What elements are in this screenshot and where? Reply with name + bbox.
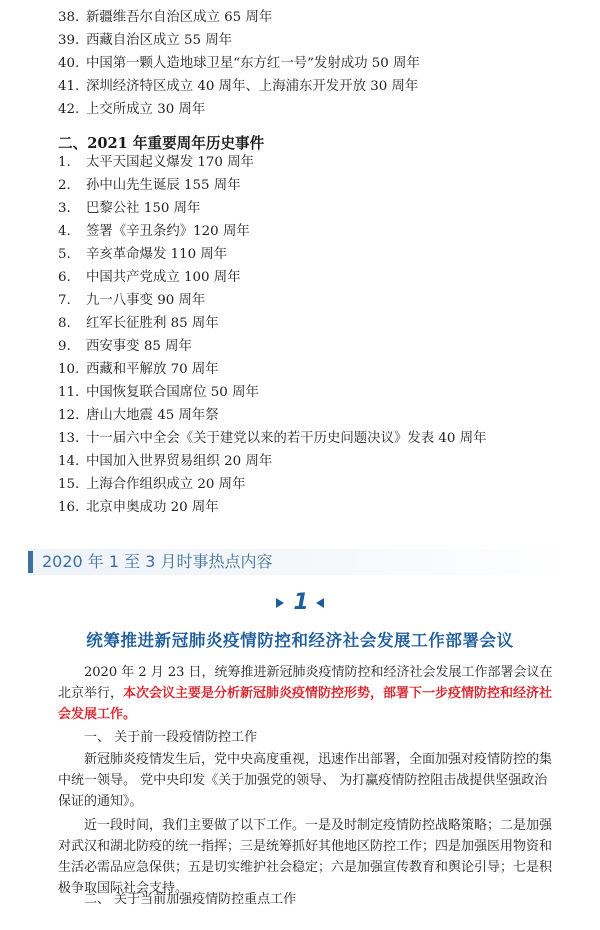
- section-title-2021: 二、2021 年重要周年历史事件: [58, 135, 265, 152]
- subheading-2: 二、 关于当前加强疫情防控重点工作: [84, 892, 297, 907]
- topic-number-badge: [0, 588, 600, 618]
- triangle-left-icon: [316, 598, 324, 608]
- topic-number: 1: [293, 590, 309, 615]
- section-band: [28, 549, 573, 575]
- band-title: 2020 年 1 至 3 月时事热点内容: [42, 552, 273, 571]
- document-page: 38. 新疆维吾尔自治区成立 65 周年 39. 西藏自治区成立 55 周年 40. 中国第一颗人造地球卫星“东方红一号”发射成功 50 周年 41. 深圳经济特区成立 40 周年、上海浦东开发开放 30 周年 42. 上交所成立 30 周年 二、2021 年重要周年历史事件 1. 太平天国起义爆发 170 周年 2. 孙中山先生诞辰 155 周年 3. 巴黎公社 150 周年 4. 签署《辛丑条约》120 周年 5. 辛亥革命爆发 110 周年 6. 中国共产党成立 100 周年 7. 九一八事变 90 周年 8. 红军长征胜利 85 周年 9. 西安事变 85 周年 10. 西藏和平解放 70 周年 11. 中国恢复联合国席位 50 周年 12. 唐山大地震 45 周年祭 13. 十一届六中全会《关于建党以来的若干历史问题决议》发表 40 周年 14. 中国加入世界贸易组织 20 周年 15. 上海合作组织成立 20 周年 16. 北京申奥成功 20 周年 2020 年 1 至 3 月时事热点内容 1 统筹推进新冠肺炎疫情防控和经济社会发展工作部署会议 2020 年 2 月 23 日，统筹推进新冠肺炎疫情防控和经济社会发展工作部署会议在北京举行，本次会议主要是分析新冠肺炎疫情防控形势，部署下一步疫情防控和经济社会发展工作。 一、 关于前一段疫情防控工作 新冠肺炎疫情发生后，党中央高度重视，迅速作出部署，全面加强对疫情防控的集中统一领导。 党中央印发《关于加强党的领导、 为打赢疫情防控阻击战提供坚强政治保证的通知》。 近一段时间，我们主要做了以下工作。一是及时制定疫情防控战略策略；二是加强对武汉和湖北防疫的统一指挥；三是统筹抓好其他地区防控工作；四是加强医用物资和生活必需品应急保供；五是切实维护社会稳定；六是加强宣传教育和舆论引导；七是积极争取国际社会支持。 二、 关于当前加强疫情防控重点工作: [0, 0, 600, 930]
- triangle-right-icon: [276, 598, 284, 608]
- intro-text: 2020 年 2 月 23 日，统筹推进新冠肺炎疫情防控和经济社会发展工作部署会议在北京举行，: [58, 665, 553, 701]
- intro-paragraph: [58, 662, 558, 725]
- paragraph-3: 近一段时间，我们主要做了以下工作。一是及时制定疫情防控战略策略；二是加强对武汉和湖北防疫的统一指挥；三是统筹抓好其他地区防控工作；四是加强医用物资和生活必需品应急保供；五是切实维护社会稳定；六是加强宣传教育和舆论引导；七是积极争取国际社会支持。: [58, 818, 553, 896]
- paragraph-2: 新冠肺炎疫情发生后，党中央高度重视，迅速作出部署，全面加强对疫情防控的集中统一领导。 党中央印发《关于加强党的领导、 为打赢疫情防控阻击战提供坚强政治保证的通知》。: [58, 752, 553, 809]
- intro-highlight: 本次会议主要是分析新冠肺炎疫情防控形势，部署下一步疫情防控和经济社会发展工作。: [58, 686, 553, 722]
- subheading-1: 一、 关于前一段疫情防控工作: [84, 730, 258, 745]
- topic-headline: 统筹推进新冠肺炎疫情防控和经济社会发展工作部署会议: [86, 631, 514, 650]
- band-accent-bar: [28, 551, 33, 573]
